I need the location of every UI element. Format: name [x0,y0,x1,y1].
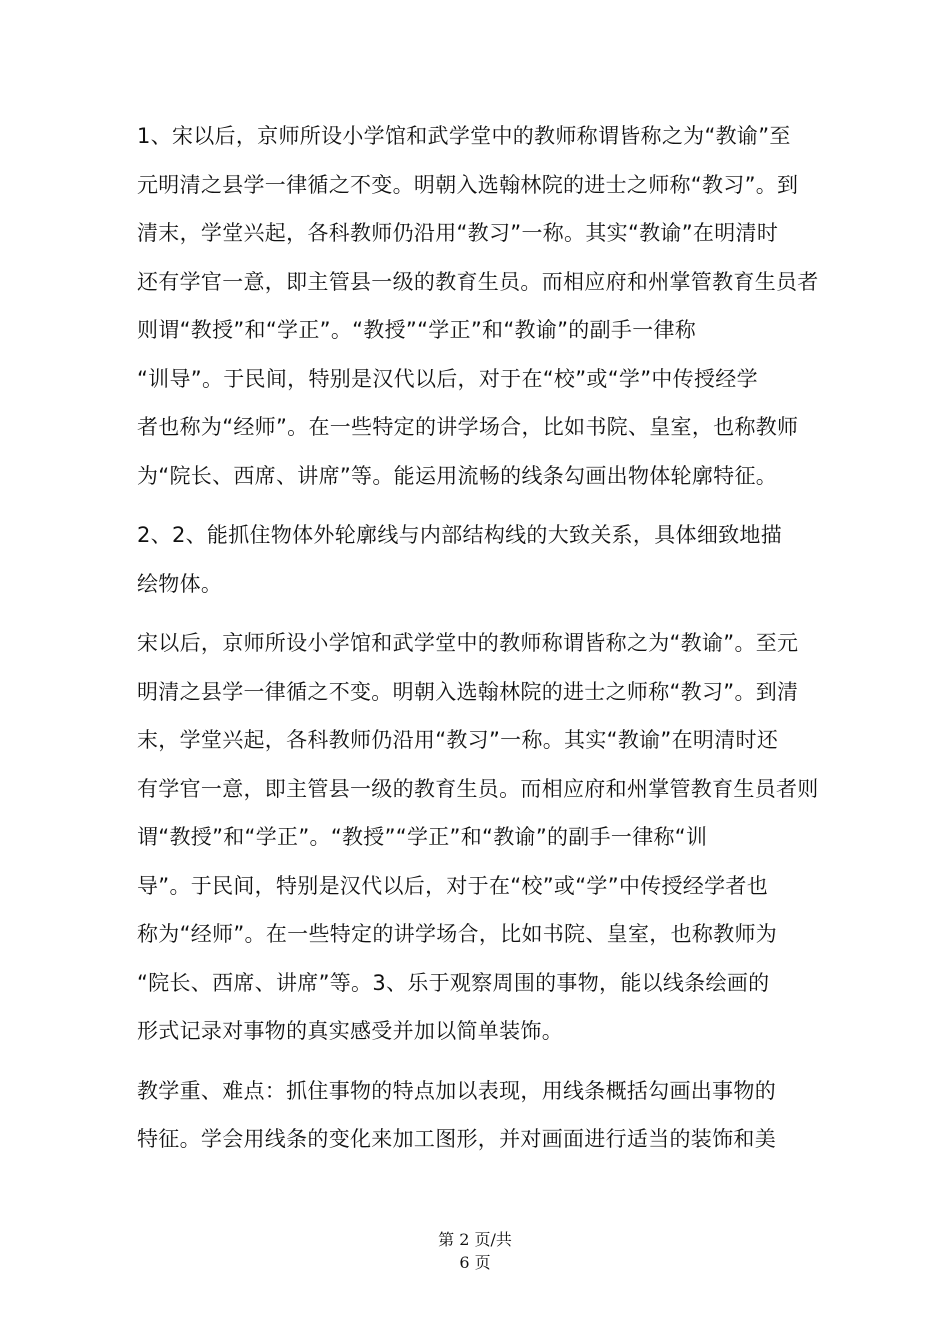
text-line: 元明清之县学一律循之不变。明朝入选翰林院的进士之师称“教习”。到 [137,172,799,197]
document-body [137,112,827,1164]
text-line: 导”。于民间，特别是汉代以后，对于在“校”或“学”中传授经学者也 [137,873,768,898]
text-line: 末，学堂兴起，各科教师仍沿用“教习”一称。其实“教谕”在明清时还 [137,728,779,752]
text-line: 还有学官一意，即主管县一级的教育生员。而相应府和州掌管教育生员者 [137,269,819,294]
text-line: 2、2、能抓住物体外轮廓线与内部结构线的大致关系，具体细致地描 [137,523,783,547]
text-line: 有学官一意，即主管县一级的教育生员。而相应府和州掌管教育生员者则 [137,776,819,801]
text-line: 者也称为“经师”。在一些特定的讲学场合，比如书院、皇室，也称教师 [137,415,799,439]
page-number-line-2: 6 页 [459,1253,491,1272]
text-line: 1、宋以后，京师所设小学馆和武学堂中的教师称谓皆称之为“教谕”至 [137,124,791,148]
text-line: “训导”。于民间，特别是汉代以后，对于在“校”或“学”中传授经学 [137,366,758,391]
paragraph-3 [137,619,827,1056]
text-line: 则谓“教授”和“学正”。“教授”“学正”和“教谕”的副手一律称 [137,318,697,342]
paragraph-4 [137,1067,827,1164]
text-line: 为“院长、西席、讲席”等。能运用流畅的线条勾画出物体轮廓特征。 [137,463,778,488]
page-footer [0,1228,950,1274]
text-line: 称为“经师”。在一些特定的讲学场合，比如书院、皇室，也称教师为 [137,922,778,946]
paragraph-2 [137,511,827,608]
text-line: 绘物体。 [137,571,223,596]
text-line: 形式记录对事物的真实感受并加以简单装饰。 [137,1019,563,1043]
paragraph-1 [137,112,827,500]
text-line: 特征。学会用线条的变化来加工图形，并对画面进行适当的装饰和美 [137,1127,776,1151]
text-line: 宋以后，京师所设小学馆和武学堂中的教师称谓皆称之为“教谕”。至元 [137,631,799,655]
text-line: 清末，学堂兴起，各科教师仍沿用“教习”一称。其实“教谕”在明清时 [137,221,779,245]
text-line: 谓“教授”和“学正”。“教授”“学正”和“教谕”的副手一律称“训 [137,825,708,849]
text-line: 明清之县学一律循之不变。明朝入选翰林院的进士之师称“教习”。到清 [137,679,799,704]
text-line: 教学重、难点：抓住事物的特点加以表现，用线条概括勾画出事物的 [137,1078,776,1103]
page-number-line-1: 第 2 页/共 [438,1230,512,1249]
text-line: “院长、西席、讲席”等。3、乐于观察周围的事物，能以线条绘画的 [137,970,770,995]
